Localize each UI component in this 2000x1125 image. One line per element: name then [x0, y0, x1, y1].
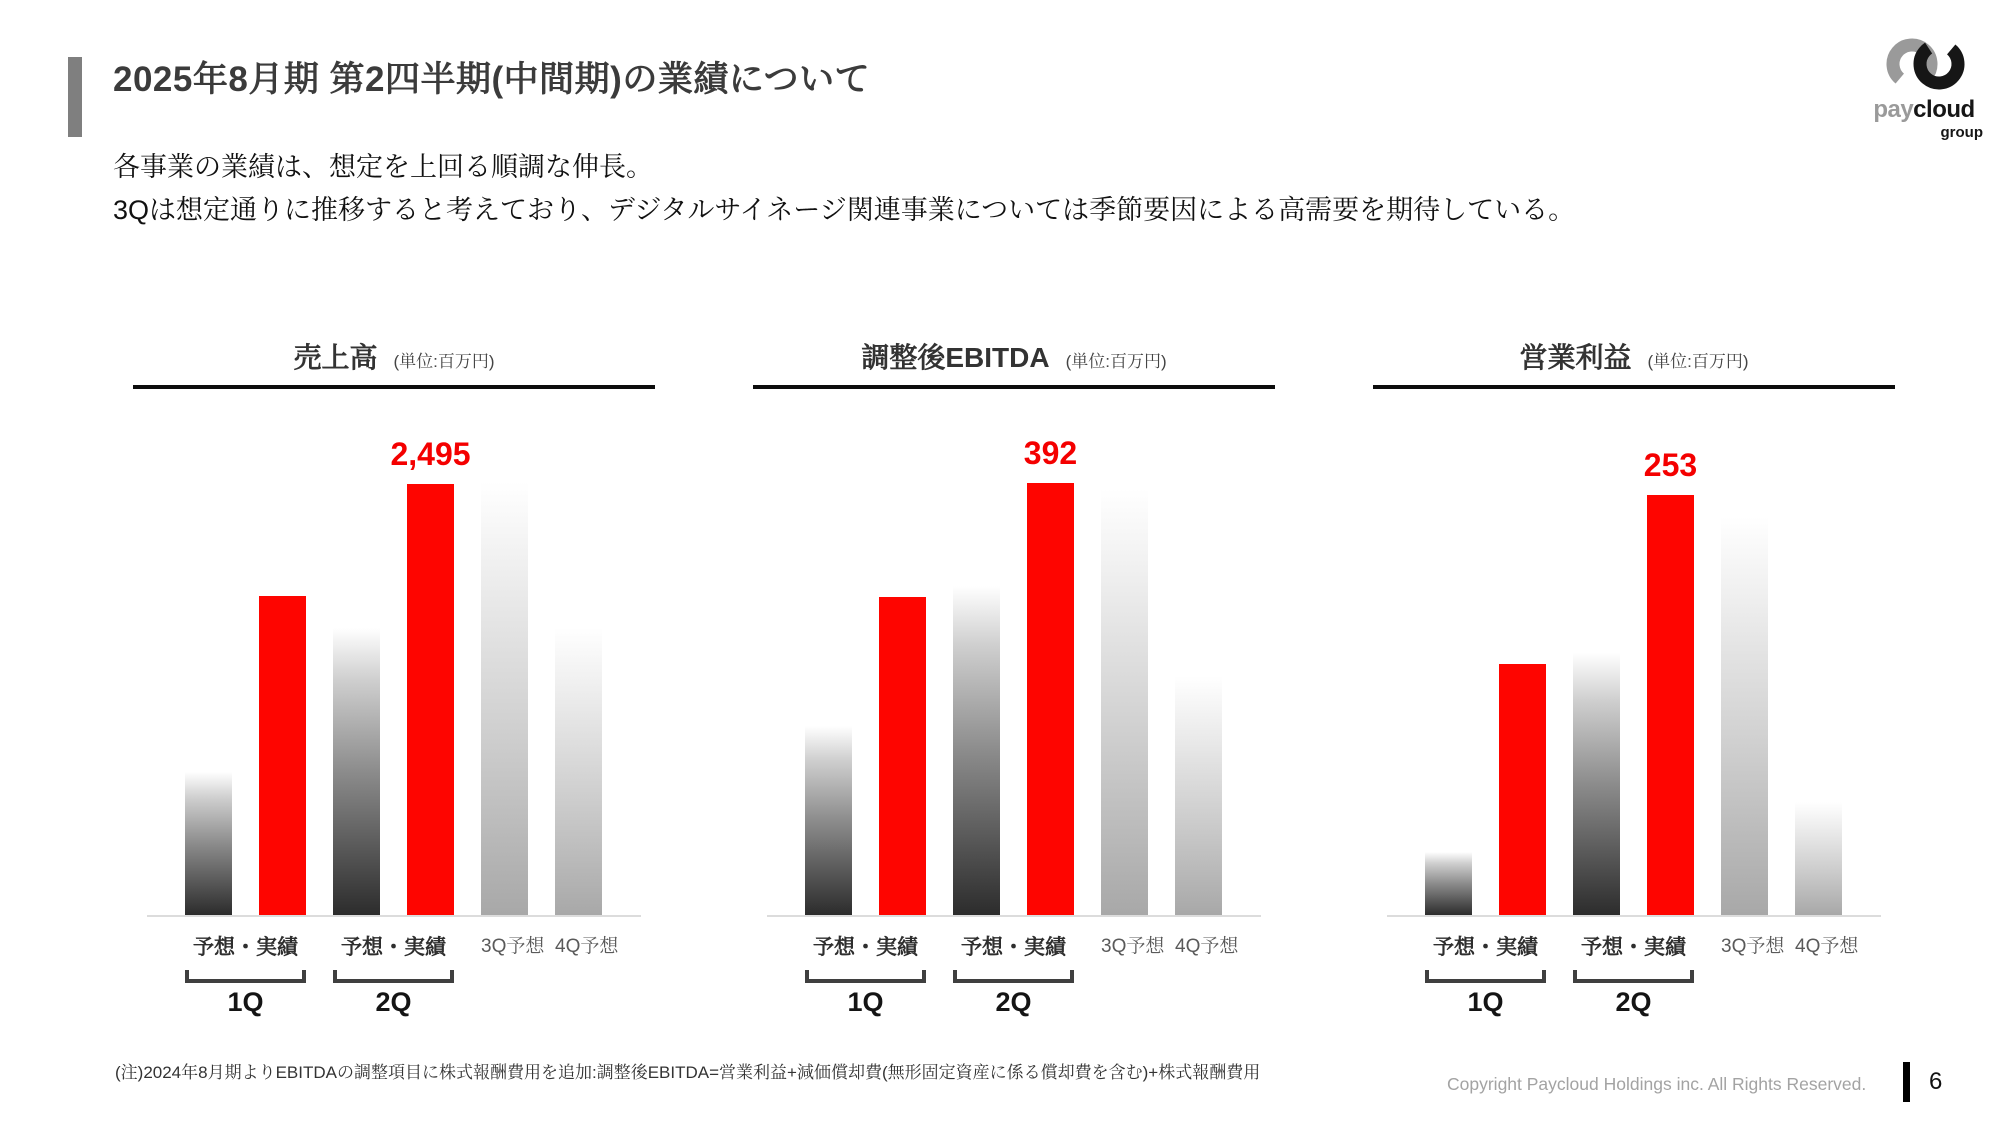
bar-4q-forecast — [1175, 676, 1222, 915]
bar-1q-forecast — [805, 726, 852, 915]
bar-1q-forecast — [1425, 852, 1472, 915]
bar-2q-forecast — [1573, 653, 1620, 915]
bar-1q-forecast — [185, 772, 232, 915]
axis-label-1q: 予想・実績 — [193, 936, 298, 959]
page-number: 6 — [1929, 1068, 1943, 1095]
chart-bars — [1425, 447, 1842, 915]
axis-label-2q: 予想・実績 — [1581, 936, 1686, 959]
chart-axis-labels — [185, 931, 655, 961]
paycloud-group-logo — [1851, 34, 1997, 140]
bracket-1q — [185, 970, 306, 983]
bar-2q-forecast — [333, 628, 380, 915]
chart-brackets — [1425, 970, 1895, 983]
chart-header — [133, 330, 655, 376]
copyright-text: Copyright Paycloud Holdings inc. All Rights Reserved. — [1447, 1074, 1867, 1094]
chart-brackets — [805, 970, 1275, 983]
bar-value-label: 2,495 — [390, 436, 471, 472]
chart-axis-labels — [805, 931, 1275, 961]
lead-line-1: 各事業の業績は、想定を上回る順調な伸長。 — [113, 152, 653, 182]
bar-2q-forecast — [953, 586, 1000, 915]
footnote: (注)2024年8月期よりEBITDAの調整項目に株式報酬費用を追加:調整後EBITDA=営業利益+減価償却費(無形固定資産に係る償却費を含む)+株式報酬費用 — [115, 1063, 1261, 1082]
bar-2q-actual — [1643, 447, 1698, 915]
chart-group-labels — [1425, 987, 1895, 1018]
chart-baseline — [767, 915, 1261, 917]
bar-1q-actual — [1499, 664, 1546, 915]
axis-label-4q-forecast: 4Q予想 — [555, 936, 619, 957]
chart-bars — [185, 436, 602, 915]
axis-label-3q-forecast: 3Q予想 — [1101, 936, 1165, 957]
paycloud-logo-mark — [1872, 34, 1976, 96]
chart-header — [753, 330, 1275, 376]
group-label-1q: 1Q — [227, 987, 264, 1017]
group-label-2q: 2Q — [1615, 987, 1652, 1017]
page-number-accent-bar — [1903, 1062, 1910, 1102]
logo-word-pay: pay — [1873, 96, 1914, 123]
bar-1q-actual — [259, 596, 306, 915]
title-accent-bar — [68, 57, 82, 137]
logo-word-group: group — [1940, 124, 1983, 141]
chart-title: 営業利益 — [1519, 342, 1632, 373]
chart-plot-area — [1373, 389, 1895, 917]
bar-2q-actual — [390, 436, 471, 915]
chart-baseline — [1387, 915, 1881, 917]
page-title: 2025年8月期 第2四半期(中間期)の業績について — [113, 60, 871, 99]
chart-group-labels — [185, 987, 655, 1018]
lead-line-2: 3Qは想定通りに推移すると考えており、デジタルサイネージ関連事業については季節要因による高需要を期待している。 — [113, 194, 1576, 225]
logo-wordmark — [1851, 98, 1997, 122]
chart-panel-operating-profit — [1373, 330, 1895, 1018]
lead-text — [113, 146, 1575, 231]
logo-word-cloud: cloud — [1913, 96, 1975, 123]
chart-title: 売上高 — [293, 342, 378, 373]
bar-value-label: 253 — [1643, 447, 1698, 483]
bar-2q-actual — [1023, 435, 1078, 915]
axis-label-4q-forecast: 4Q予想 — [1795, 936, 1859, 957]
bracket-2q — [333, 970, 454, 983]
chart-title: 調整後EBITDA — [861, 342, 1050, 373]
bar-4q-forecast — [1795, 802, 1842, 915]
chart-axis-labels — [1425, 931, 1895, 961]
chart-brackets — [185, 970, 655, 983]
bar-1q-actual — [879, 597, 926, 915]
chart-group-labels — [805, 987, 1275, 1018]
group-label-2q: 2Q — [995, 987, 1032, 1017]
chart-plot-area — [133, 389, 655, 917]
group-label-2q: 2Q — [375, 987, 412, 1017]
bracket-2q — [1573, 970, 1694, 983]
chart-panel-adjusted-ebitda — [753, 330, 1275, 1018]
bracket-1q — [805, 970, 926, 983]
chart-unit-label: (単位:百万円) — [393, 352, 495, 371]
axis-label-2q: 予想・実績 — [341, 936, 446, 959]
chart-unit-label: (単位:百万円) — [1647, 352, 1749, 371]
axis-label-2q: 予想・実績 — [961, 936, 1066, 959]
bar-3q-forecast — [481, 482, 528, 915]
bracket-2q — [953, 970, 1074, 983]
chart-header — [1373, 330, 1895, 376]
axis-label-1q: 予想・実績 — [1433, 936, 1538, 959]
bar-4q-forecast — [555, 628, 602, 915]
bar-3q-forecast — [1721, 517, 1768, 915]
axis-label-4q-forecast: 4Q予想 — [1175, 936, 1239, 957]
chart-bars — [805, 435, 1222, 915]
chart-plot-area — [753, 389, 1275, 917]
axis-label-1q: 予想・実績 — [813, 936, 918, 959]
group-label-1q: 1Q — [847, 987, 884, 1017]
bar-value-label: 392 — [1023, 435, 1078, 471]
bar-3q-forecast — [1101, 489, 1148, 915]
axis-label-3q-forecast: 3Q予想 — [481, 936, 545, 957]
axis-label-3q-forecast: 3Q予想 — [1721, 936, 1785, 957]
chart-unit-label: (単位:百万円) — [1065, 352, 1167, 371]
chart-baseline — [147, 915, 641, 917]
bracket-1q — [1425, 970, 1546, 983]
chart-panel-revenue — [133, 330, 655, 1018]
group-label-1q: 1Q — [1467, 987, 1504, 1017]
